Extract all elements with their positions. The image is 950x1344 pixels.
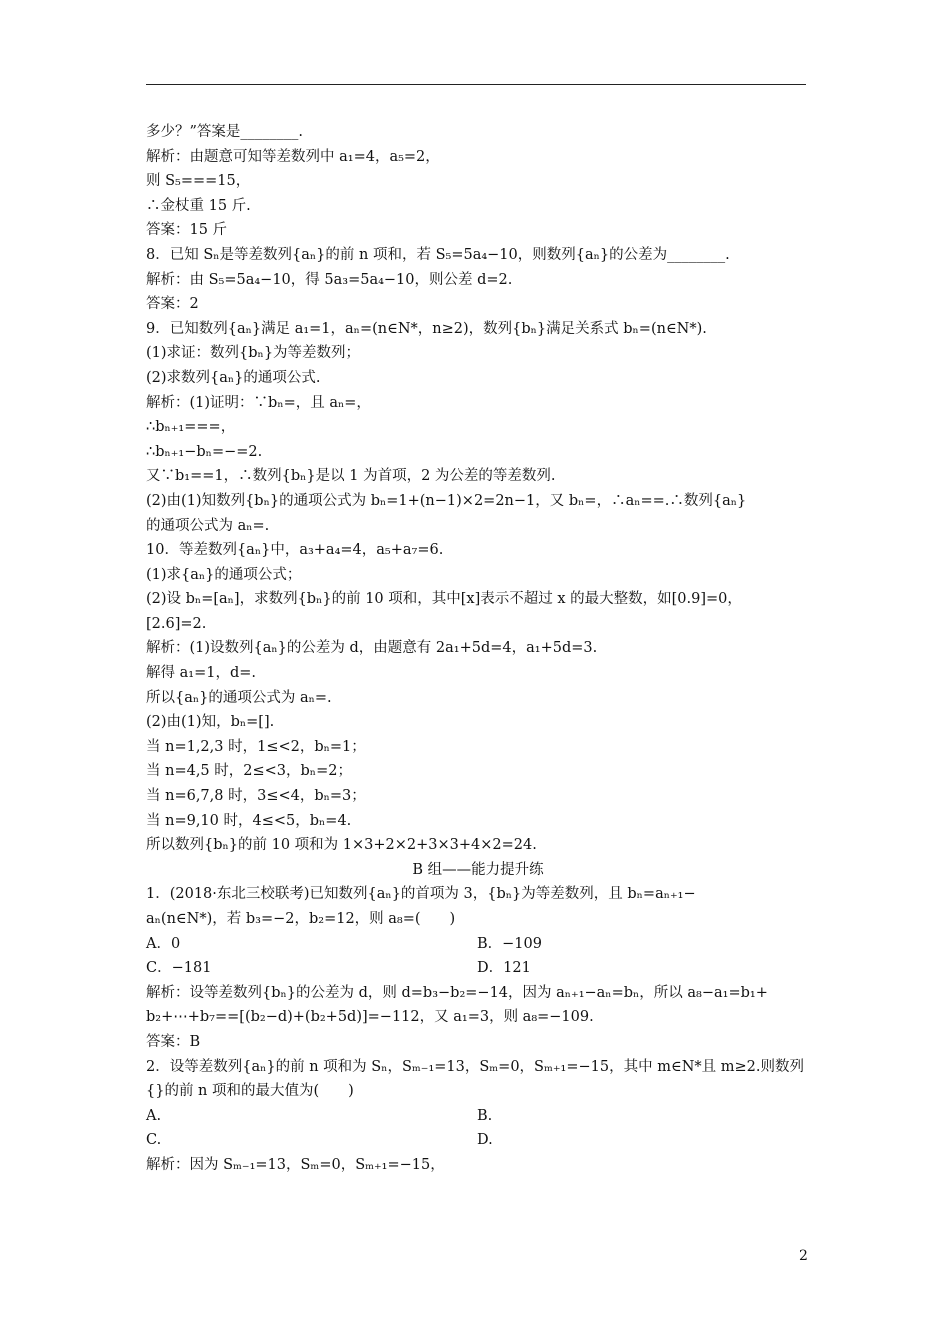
text-line: (2)求数列{aₙ}的通项公式. (146, 369, 321, 386)
text-line: (2)由(1)知数列{bₙ}的通项公式为 bₙ=1+(n−1)×2=2n−1，又 bₙ=，∴aₙ==.∴数列{aₙ} (146, 492, 747, 509)
text-line: 所以{aₙ}的通项公式为 aₙ=. (146, 689, 332, 706)
text-line: 解析：由 S₅=5a₄−10，得 5a₃=5a₄−10，则公差 d=2. (146, 271, 513, 288)
text-line: b₂+⋯+b₇==[(b₂−d)+(b₂+5d)]=−112，又 a₁=3，则 a₈=−109. (146, 1009, 594, 1026)
text-line: ∴bₙ₊₁−bₙ=−=2. (146, 443, 263, 460)
text-line: 解析：因为 Sₘ₋₁=13，Sₘ=0，Sₘ₊₁=−15， (146, 1156, 445, 1173)
text-line: aₙ(n∈N*)，若 b₃=−2，b₂=12，则 a₈=( ) (146, 911, 456, 927)
text-line: (1)求证：数列{bₙ}为等差数列； (146, 345, 361, 362)
question-1 (146, 882, 810, 931)
text-line: ∴bₙ₊₁===， (146, 419, 236, 436)
section-title: B 组——能力提升练 (412, 861, 544, 878)
question-2 (146, 1055, 810, 1104)
text-line: 解析：(1)设数列{aₙ}的公差为 d，由题意有 2a₁+5d=4，a₁+5d=3. (146, 640, 598, 657)
text-line: (2)由(1)知，bₙ=[]. (146, 714, 275, 731)
choice-option: A．0 (146, 935, 181, 952)
question-2-solution (146, 1153, 810, 1178)
text-line: 解得 a₁=1，d=. (146, 665, 256, 682)
text-line: ∴金杖重 15 斤. (146, 197, 251, 214)
choice-row (146, 932, 810, 957)
header-rule (146, 84, 806, 85)
choice-row (146, 1128, 810, 1153)
choice-option: B．−109 (477, 935, 542, 952)
text-line: 所以数列{bₙ}的前 10 项和为 1×3+2×2+3×3+4×2=24. (146, 837, 537, 854)
text-line: (1)求{aₙ}的通项公式； (146, 566, 302, 583)
choice-option: C．−181 (146, 960, 212, 977)
text-line: 9．已知数列{aₙ}满足 a₁=1，aₙ=(n∈N*，n≥2)，数列{bₙ}满足关系式 bₙ=(n∈N*). (146, 320, 707, 337)
text-line: 答案：B (146, 1033, 201, 1050)
choice-option: C. (146, 1132, 162, 1149)
question-1-choices (146, 932, 810, 981)
page-body (146, 120, 810, 1178)
choice-option: A. (146, 1107, 162, 1124)
text-block-a (146, 120, 810, 858)
page-number: 2 (799, 1248, 808, 1264)
text-line: 8．已知 Sₙ是等差数列{aₙ}的前 n 项和，若 S₅=5a₄−10，则数列{aₙ}的公差为________. (146, 246, 730, 263)
text-line: 多少？”答案是________. (146, 124, 304, 140)
text-line: 解析：设等差数列{bₙ}的公差为 d，则 d=b₃−b₂=−14，因为 aₙ₊₁−aₙ=bₙ，所以 a₈−a₁=b₁+ (146, 984, 768, 1001)
choice-option: B. (477, 1107, 493, 1124)
text-line: 当 n=9,10 时，4≤<5，bₙ=4. (146, 812, 352, 829)
choice-row (146, 956, 810, 981)
text-line: 答案：15 斤 (146, 222, 228, 239)
text-line: 解析：由题意可知等差数列中 a₁=4，a₅=2， (146, 148, 440, 165)
question-1-solution (146, 981, 810, 1055)
text-line: 答案：2 (146, 296, 199, 313)
text-line: 当 n=4,5 时，2≤<3，bₙ=2； (146, 763, 352, 780)
text-line: 则 S₅===15， (146, 173, 251, 190)
text-line: 又∵b₁==1，∴数列{bₙ}是以 1 为首项，2 为公差的等差数列. (146, 468, 556, 485)
text-line: 2．设等差数列{aₙ}的前 n 项和为 Sₙ，Sₘ₋₁=13，Sₘ=0，Sₘ₊₁=−15，其中 m∈N*且 m≥2.则数列 (146, 1058, 804, 1075)
text-line: (2)设 bₙ=[aₙ]，求数列{bₙ}的前 10 项和，其中[x]表示不超过 x 的最大整数，如[0.9]=0， (146, 591, 742, 608)
text-line: 1．(2018·东北三校联考)已知数列{aₙ}的首项为 3，{bₙ}为等差数列，且 bₙ=aₙ₊₁− (146, 886, 696, 903)
text-line: [2.6]=2. (146, 615, 207, 632)
choice-option: D．121 (477, 960, 531, 977)
choice-row (146, 1104, 810, 1129)
text-line: {}的前 n 项和的最大值为( ) (146, 1083, 354, 1100)
text-line: 解析：(1)证明：∵bₙ=，且 aₙ=， (146, 394, 371, 411)
text-line: 10．等差数列{aₙ}中，a₃+a₄=4，a₅+a₇=6. (146, 542, 444, 559)
question-2-choices (146, 1104, 810, 1153)
choice-option: D. (477, 1132, 493, 1149)
text-line: 当 n=6,7,8 时，3≤<4，bₙ=3； (146, 788, 366, 805)
text-line: 当 n=1,2,3 时，1≤<2，bₙ=1； (146, 738, 366, 755)
text-line: 的通项公式为 aₙ=. (146, 517, 270, 534)
